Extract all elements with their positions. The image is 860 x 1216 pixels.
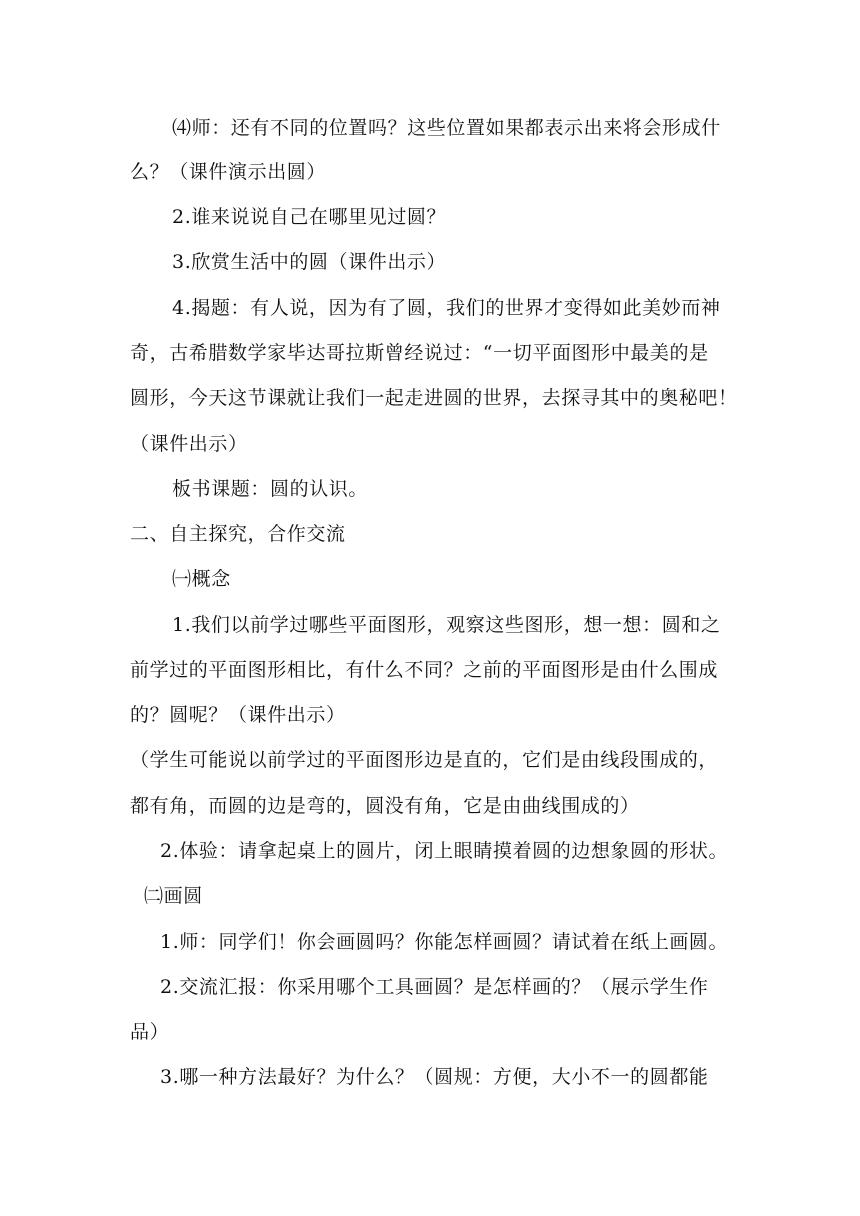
paragraph-line: 2.谁来说说自己在哪里见过圆？ xyxy=(172,206,447,228)
paragraph-line: 4.揭题：有人说，因为有了圆，我们的世界才变得如此美妙而神 xyxy=(172,297,721,319)
subsection-heading: ㈡画圆 xyxy=(144,885,203,907)
paragraph-line: 1.师：同学们！你会画圆吗？你能怎样画圆？请试着在纸上画圆。 xyxy=(160,931,729,953)
paragraph-line: 么？（课件演示出圆） xyxy=(130,161,327,183)
paragraph-line: 圆形，今天这节课就让我们一起走进圆的世界，去探寻其中的奥秘吧！ xyxy=(130,387,738,409)
paragraph-line: 板书课题：圆的认识。 xyxy=(172,478,369,500)
paragraph-line: 奇，古希腊数学家毕达哥拉斯曾经说过：“一切平面图形中最美的是 xyxy=(130,342,709,364)
paragraph-line: 1.我们以前学过哪些平面图形，观察这些图形，想一想：圆和之 xyxy=(172,614,721,636)
paragraph-line: 品） xyxy=(130,1021,170,1043)
paragraph-line: （课件出示） xyxy=(130,433,248,455)
paragraph-line: 2.体验：请拿起桌上的圆片，闭上眼睛摸着圆的边想象圆的形状。 xyxy=(160,840,729,862)
paragraph-line: ⑷师：还有不同的位置吗？这些位置如果都表示出来将会形成什 xyxy=(172,117,721,139)
subsection-heading: ㈠概念 xyxy=(172,568,231,590)
paragraph-line: 3.欣赏生活中的圆（课件出示） xyxy=(172,251,447,273)
paragraph-line: 3.哪一种方法最好？为什么？（圆规：方便，大小不一的圆都能 xyxy=(160,1066,709,1088)
paragraph-line: 的？圆呢？（课件出示） xyxy=(130,704,346,726)
paragraph-line: 2.交流汇报：你采用哪个工具画圆？是怎样画的？（展示学生作 xyxy=(160,976,709,998)
section-heading: 二、自主探究，合作交流 xyxy=(130,523,346,545)
paragraph-line: （学生可能说以前学过的平面图形边是直的，它们是由线段围成的， xyxy=(130,749,719,771)
paragraph-line: 前学过的平面图形相比，有什么不同？之前的平面图形是由什么围成 xyxy=(130,659,719,681)
paragraph-line: 都有角，而圆的边是弯的，圆没有角，它是由曲线围成的） xyxy=(130,795,640,817)
